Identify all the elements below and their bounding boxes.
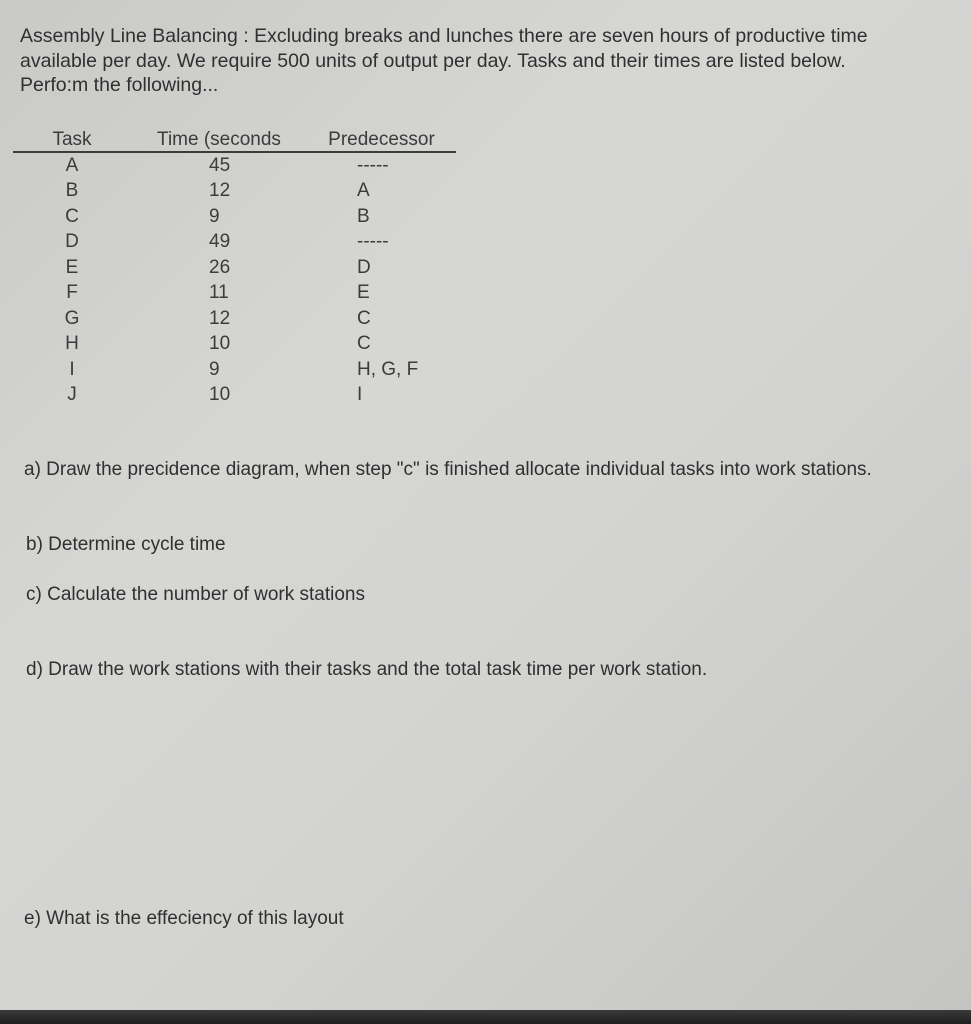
time-cell: 49 xyxy=(209,231,231,253)
predecessor-cell: A xyxy=(357,180,370,202)
predecessor-cell: B xyxy=(357,205,370,227)
table-row xyxy=(13,357,456,383)
table-row xyxy=(13,332,456,358)
question-e: e) What is the effeciency of this layout xyxy=(24,908,344,929)
task-table-header-row xyxy=(13,125,456,152)
table-row xyxy=(13,230,456,256)
table-row xyxy=(13,281,456,307)
question-a: a) Draw the precidence diagram, when step "c" is finished allocate individual tasks into work stations. xyxy=(24,459,872,480)
task-cell: H xyxy=(65,333,79,355)
table-row xyxy=(13,179,456,205)
predecessor-cell: I xyxy=(357,384,363,406)
predecessor-cell: H, G, F xyxy=(357,358,419,380)
question-c: c) Calculate the number of work stations xyxy=(26,584,365,605)
table-row xyxy=(13,204,456,230)
table-row xyxy=(13,383,456,409)
time-cell: 11 xyxy=(209,282,229,304)
problem-statement-line-2: available per day. We require 500 units of output per day. Tasks and their times are listed below. xyxy=(20,49,846,72)
task-column-header: Task xyxy=(13,125,131,152)
task-cell: I xyxy=(69,358,75,380)
table-row xyxy=(13,255,456,281)
problem-statement-line-1: Assembly Line Balancing : Excluding breaks and lunches there are seven hours of productive time xyxy=(20,25,868,47)
time-cell: 9 xyxy=(209,358,220,380)
predecessor-cell: ----- xyxy=(357,154,389,176)
task-cell: A xyxy=(65,154,79,176)
task-cell: B xyxy=(65,180,79,202)
predecessor-cell: C xyxy=(357,333,371,355)
screen-bottom-edge xyxy=(0,1010,971,1024)
predecessor-cell: ----- xyxy=(357,231,389,253)
task-cell: C xyxy=(65,205,79,227)
predecessor-column-header: Predecessor xyxy=(307,125,456,152)
question-b: b) Determine cycle time xyxy=(26,534,226,555)
time-column-header: Time (seconds xyxy=(131,125,307,152)
problem-statement-line-3: Perfo:m the following... xyxy=(20,74,219,96)
time-cell: 12 xyxy=(209,180,231,202)
task-cell: D xyxy=(65,231,79,253)
time-cell: 26 xyxy=(209,256,231,278)
time-cell: 45 xyxy=(209,154,231,176)
time-cell: 9 xyxy=(209,205,220,227)
task-cell: F xyxy=(66,282,78,304)
predecessor-cell: E xyxy=(357,282,370,304)
problem-statement xyxy=(20,24,950,98)
question-d: d) Draw the work stations with their tasks and the total task time per work station. xyxy=(26,659,708,680)
table-row xyxy=(13,306,456,332)
time-cell: 12 xyxy=(209,307,231,329)
task-cell: J xyxy=(67,384,77,406)
predecessor-cell: C xyxy=(357,307,371,329)
predecessor-cell: D xyxy=(357,256,371,278)
task-cell: E xyxy=(65,256,79,278)
task-table xyxy=(13,125,456,408)
time-cell: 10 xyxy=(209,333,231,355)
time-cell: 10 xyxy=(209,384,231,406)
table-row xyxy=(13,152,456,179)
task-cell: G xyxy=(64,307,80,329)
